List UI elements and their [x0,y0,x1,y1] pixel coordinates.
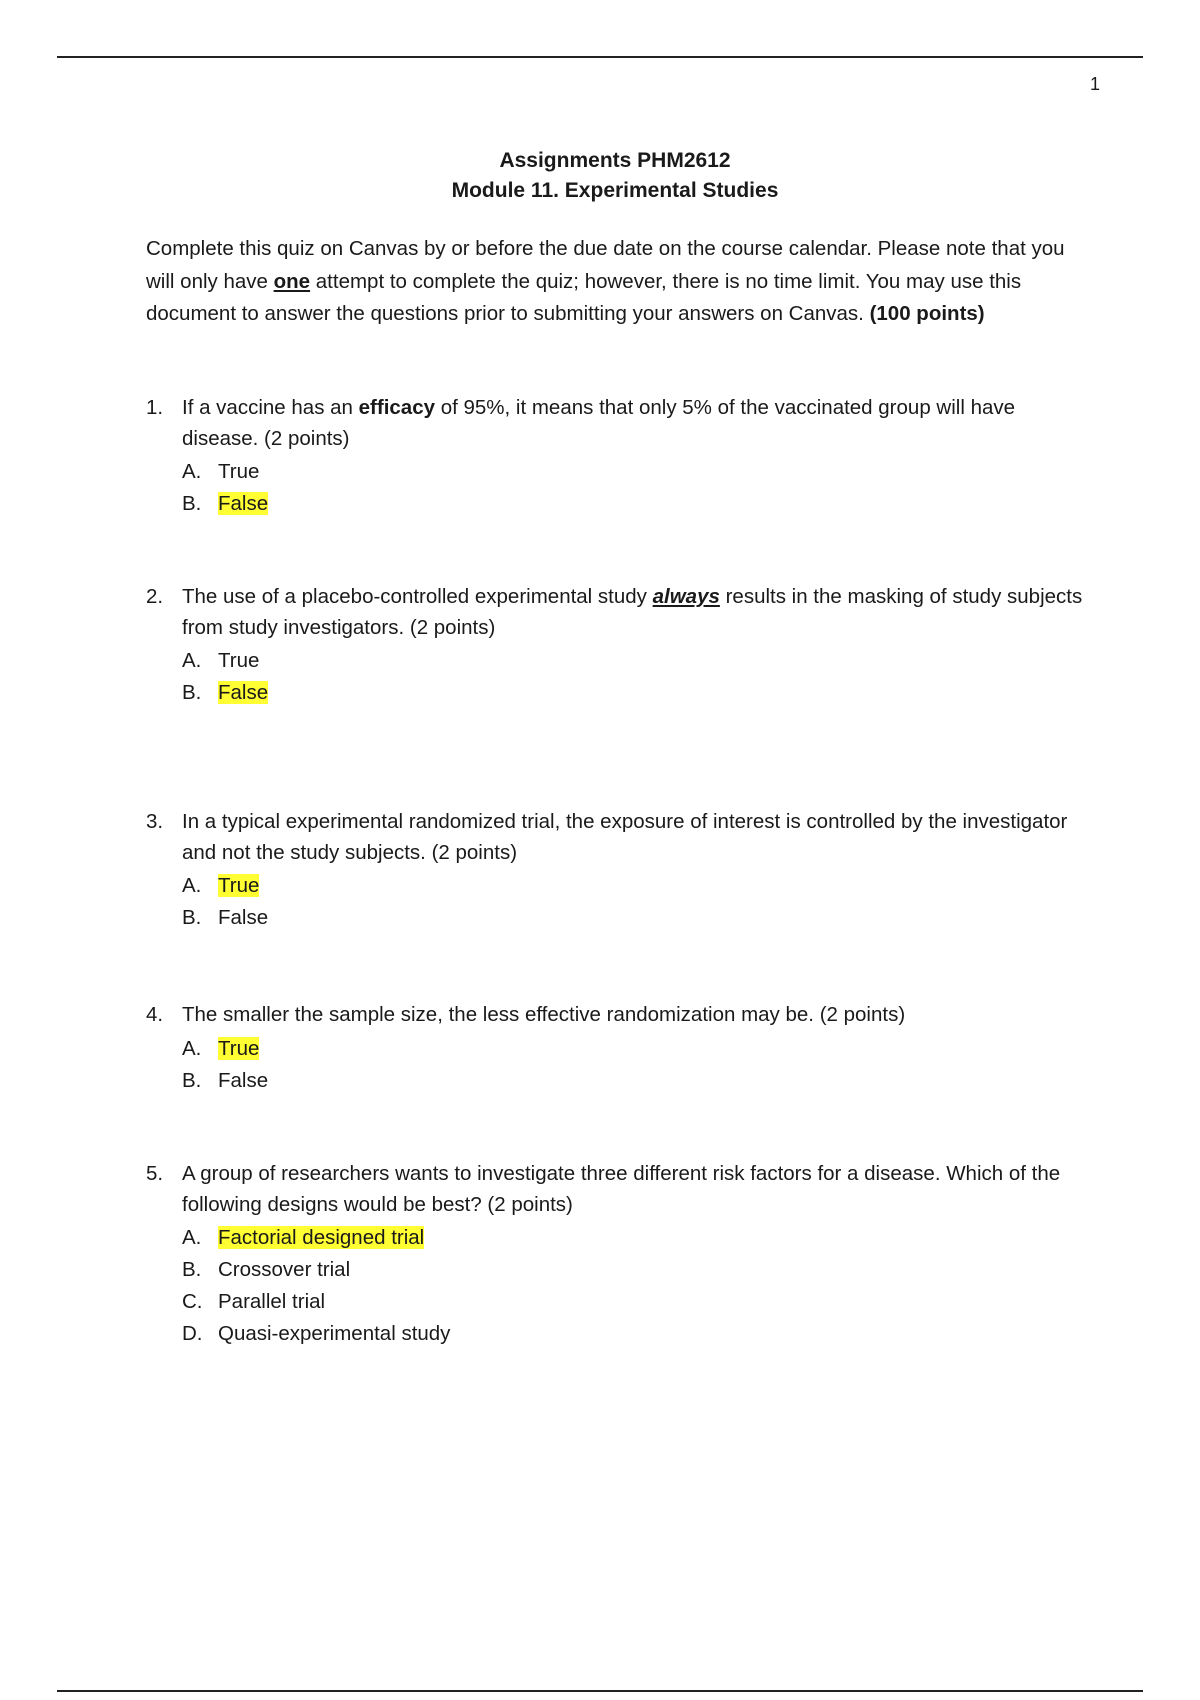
question-stem [146,582,1096,643]
option-letter: A. [182,1226,202,1249]
option-text-highlighted: True [218,874,260,897]
option-b[interactable] [182,488,1096,520]
title-line-2: Module 11. Experimental Studies [451,179,779,202]
stem-emphasis: always [652,585,720,608]
option-letter: A. [182,649,202,672]
stem-text: of 95%, it means that only 5% of the vaccinated group will have disease. (2 points) [182,396,1016,450]
option-letter: B. [182,681,202,704]
option-b[interactable] [182,677,1096,709]
option-letter: B. [182,492,202,515]
option-b[interactable] [182,1065,1096,1097]
stem-text: results in the masking of study subjects from study investigators. (2 points) [182,585,1083,639]
question-3 [146,807,1096,934]
option-a[interactable] [182,870,1096,902]
question-stem [146,1159,1096,1220]
question-number: 3. [146,810,164,833]
option-text-highlighted: True [218,1036,260,1060]
question-stem [146,807,1096,868]
question-number: 4. [146,1003,164,1026]
option-text: True [218,460,260,483]
option-text: False [218,906,269,929]
option-b[interactable] [182,1254,1096,1286]
option-a[interactable] [182,456,1096,488]
option-text: False [218,1068,269,1092]
stem-text: A group of researchers wants to investigate three different risk factors for a disease. Which of the following designs would be best? (2 points) [182,1162,1061,1216]
option-text-highlighted: False [218,681,269,704]
option-text: Quasi-experimental study [218,1322,451,1345]
option-letter: B. [182,1068,202,1092]
answer-options [146,870,1096,934]
title-line-1: Assignments PHM2612 [499,149,731,172]
answer-options [146,1222,1096,1350]
stem-text: If a vaccine has an [182,396,359,419]
option-letter: D. [182,1322,203,1345]
option-c[interactable] [182,1286,1096,1318]
option-a[interactable] [182,645,1096,677]
question-4 [146,1000,1096,1097]
option-letter: B. [182,906,202,929]
option-text-highlighted: Factorial designed trial [218,1226,425,1249]
question-number: 5. [146,1162,164,1185]
option-d[interactable] [182,1318,1096,1350]
option-text: True [218,649,260,672]
page-number: 1 [1089,74,1100,94]
intro-underlined-word: one [273,269,311,293]
answer-options [146,456,1096,520]
option-text: Crossover trial [218,1258,351,1281]
option-text: Parallel trial [218,1290,326,1313]
stem-text: The use of a placebo-controlled experimental study [182,585,653,608]
instructions-paragraph [146,233,1086,331]
option-letter: A. [182,1036,202,1060]
stem-text: In a typical experimental randomized trial, the exposure of interest is controlled by the investigator and not the study subjects. (2 points) [182,810,1068,864]
question-2 [146,582,1096,709]
intro-text-1: Complete this quiz on Canvas by or before the due date on the course calendar. Please note that you will only have [146,237,1065,293]
question-number: 1. [146,396,164,419]
stem-text: The smaller the sample size, the less effective randomization may be. (2 points) [182,1003,906,1026]
question-stem [146,1000,1096,1031]
question-stem [146,393,1096,454]
option-a[interactable] [182,1222,1096,1254]
option-letter: C. [182,1290,203,1313]
intro-text-2: attempt to complete the quiz; however, there is no time limit. You may use this document to answer the questions prior to submitting your answers on Canvas. [146,269,1022,325]
option-letter: A. [182,874,202,897]
option-letter: B. [182,1258,202,1281]
option-text-highlighted: False [218,492,269,515]
bottom-rule [57,1690,1143,1692]
question-number: 2. [146,585,164,608]
intro-points: (100 points) [869,302,985,325]
document-title [0,146,1200,206]
question-5 [146,1159,1096,1350]
answer-options [146,645,1096,709]
option-letter: A. [182,460,202,483]
question-1 [146,393,1096,520]
stem-emphasis: efficacy [358,396,435,419]
answer-options [146,1033,1096,1097]
option-b[interactable] [182,902,1096,934]
option-a[interactable] [182,1033,1096,1065]
top-rule [57,56,1143,58]
